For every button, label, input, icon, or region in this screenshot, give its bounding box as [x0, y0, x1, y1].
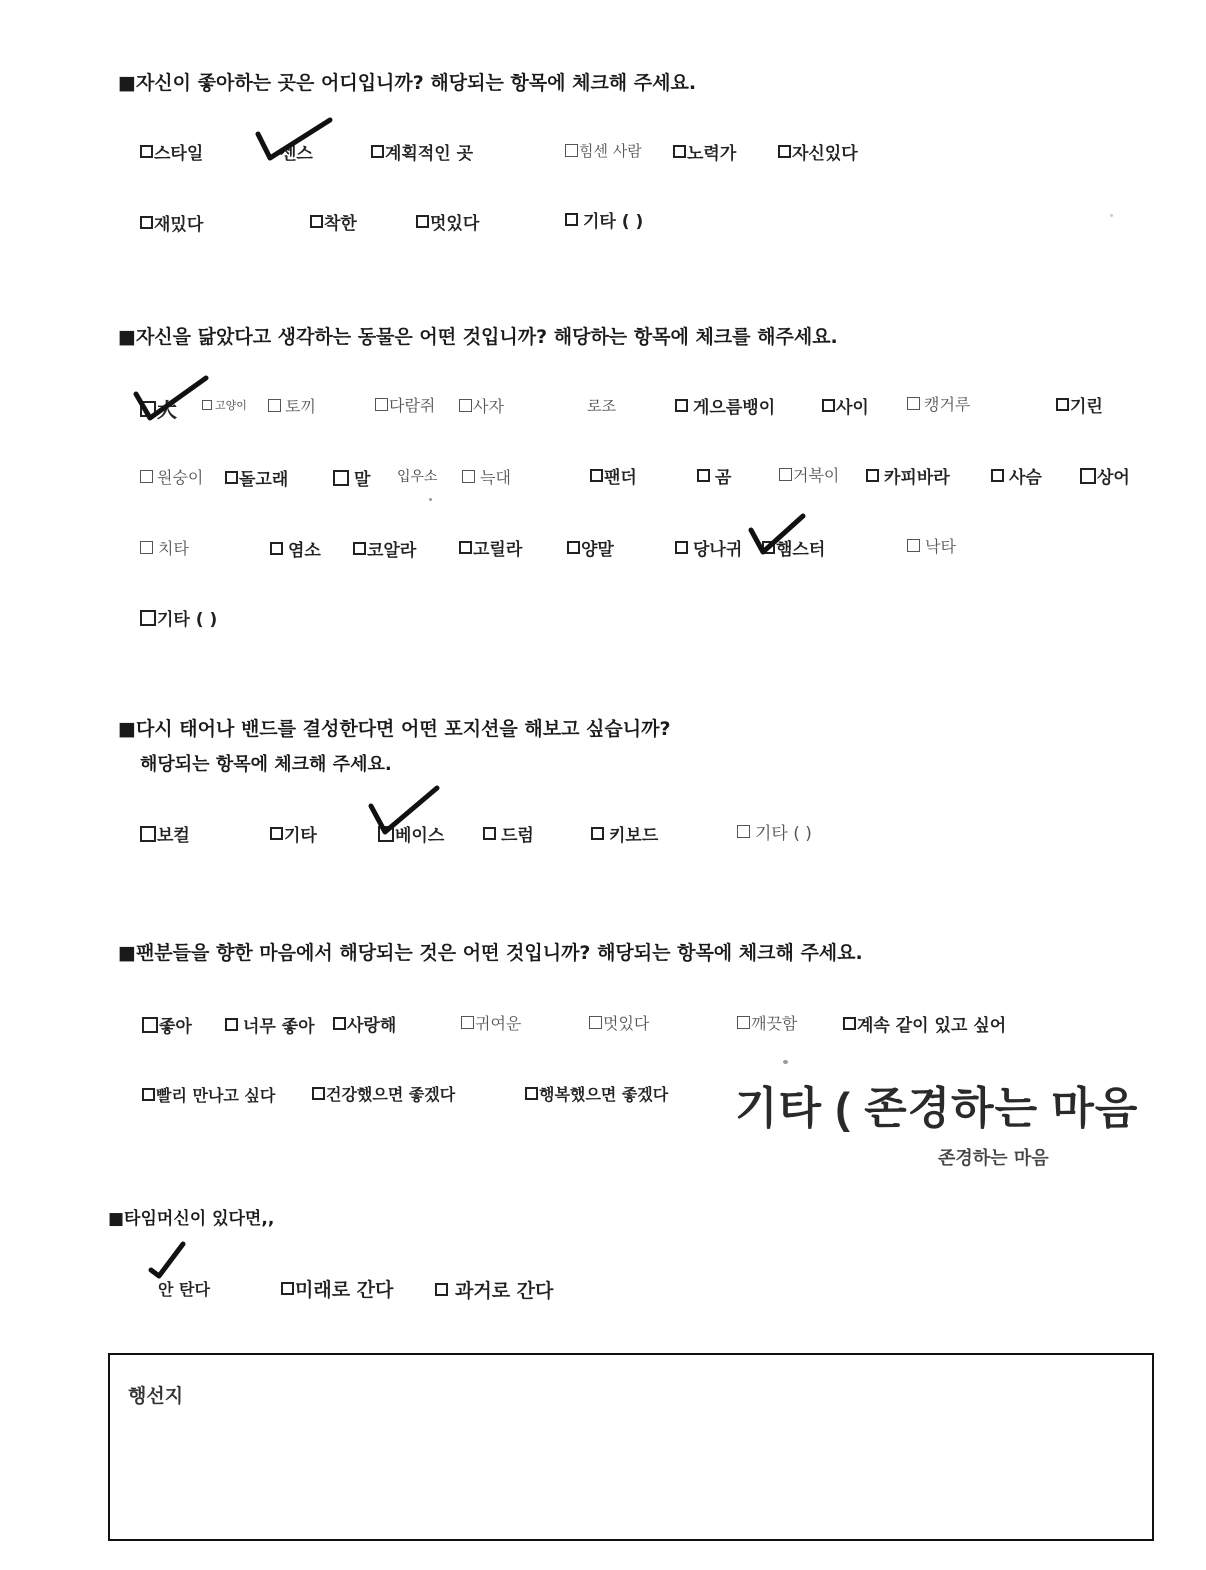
checkbox[interactable] [225, 471, 238, 484]
checkbox[interactable] [675, 541, 688, 554]
option-socks[interactable] [567, 535, 614, 560]
checkbox[interactable] [866, 469, 879, 482]
option-label: 스타일 [154, 144, 204, 164]
option-label: 햄스터 [776, 540, 826, 560]
option-label: 자신있다 [792, 144, 858, 164]
option-label: 베이스 [395, 826, 445, 846]
checkbox[interactable] [779, 468, 792, 481]
option-label: 사랑해 [347, 1016, 397, 1036]
option-gorilla[interactable] [459, 535, 522, 560]
option-label: 착한 [324, 214, 357, 234]
checkbox[interactable] [353, 542, 366, 555]
checkbox[interactable] [591, 827, 604, 840]
checkbox[interactable] [416, 215, 429, 228]
checkbox[interactable] [140, 541, 153, 554]
option-label: 빨리 만나고 싶다 [156, 1086, 276, 1105]
checkbox[interactable] [565, 144, 578, 157]
option-label: 노력가 [687, 144, 737, 164]
option-keyboard[interactable] [591, 821, 658, 846]
option-koala[interactable] [353, 536, 416, 561]
checkbox[interactable] [737, 1016, 750, 1029]
option-label: 입우소 [397, 469, 438, 485]
option-label: 보컬 [157, 826, 190, 846]
checkbox[interactable] [567, 541, 580, 554]
checkbox[interactable] [333, 1017, 346, 1030]
checkbox[interactable] [333, 470, 349, 486]
option-label: 좋아 [159, 1017, 192, 1037]
option-rojo[interactable] [587, 395, 616, 416]
checkbox[interactable] [310, 215, 323, 228]
option-bear[interactable] [697, 463, 731, 488]
option-label: 키보드 [609, 826, 659, 846]
option-label: 재밌다 [154, 215, 204, 235]
option-label: 낙타 [925, 537, 956, 556]
option-stay-together[interactable] [843, 1011, 1006, 1036]
option-label: 계속 같이 있고 싶어 [857, 1016, 1007, 1036]
option-dog[interactable] [140, 394, 177, 423]
question-5: ■타임머신이 있다면,, [108, 1209, 275, 1229]
option-label: 너무 좋아 [243, 1017, 315, 1037]
option-label: 팬더 [604, 468, 637, 488]
option-label: 과거로 간다 [455, 1280, 554, 1302]
option-squirrel[interactable] [375, 393, 435, 416]
option-vocal[interactable] [140, 821, 190, 846]
option-be-happy[interactable] [525, 1082, 668, 1105]
option-label: 당나귀 [693, 540, 743, 560]
checkbox[interactable] [459, 399, 472, 412]
option-label: 센스 [280, 144, 313, 164]
checkbox[interactable] [762, 541, 775, 554]
option-label: 염소 [288, 541, 321, 561]
option-hamster[interactable] [762, 535, 825, 560]
scan-speck [429, 498, 432, 501]
option-label: 미래로 간다 [295, 1279, 394, 1301]
option-cool-2[interactable] [589, 1011, 649, 1034]
option-label: 거북이 [793, 466, 840, 485]
option-past[interactable] [435, 1276, 553, 1303]
checkbox[interactable] [268, 399, 281, 412]
question-1: ■자신이 좋아하는 곳은 어디입니까? 해당되는 항목에 체크해 주세요. [118, 72, 697, 94]
option-label: 기타 ( ) [583, 212, 644, 232]
option-turtle[interactable] [779, 463, 839, 486]
option-sense[interactable] [266, 139, 313, 164]
option-monkey[interactable] [140, 465, 203, 488]
option-panda[interactable] [590, 463, 637, 488]
checkbox[interactable] [843, 1017, 856, 1030]
option-camel[interactable] [907, 534, 956, 557]
checkbox[interactable] [737, 825, 750, 838]
checkbox[interactable] [140, 826, 156, 842]
option-label: 드럼 [501, 826, 534, 846]
checkbox[interactable] [461, 1016, 474, 1029]
question-4: ■팬분들을 향한 마음에서 해당되는 것은 어떤 것입니까? 해당되는 항목에 체크해 주세요. [118, 942, 863, 964]
option-capybara[interactable] [866, 463, 950, 488]
option-label: 로조 [587, 397, 616, 415]
option-label: 행복했으면 좋겠다 [539, 1085, 669, 1104]
checkbox[interactable] [991, 469, 1004, 482]
checkbox[interactable] [907, 539, 920, 552]
option-label: 사슴 [1009, 468, 1042, 488]
checkbox[interactable] [281, 1282, 294, 1295]
option-bass[interactable] [378, 821, 444, 846]
option-label: 상어 [1097, 468, 1130, 488]
option-label: 계획적인 곳 [385, 144, 474, 164]
option-guitar[interactable] [270, 821, 317, 846]
option-position-other[interactable] [737, 819, 812, 844]
option-cool[interactable] [416, 209, 479, 234]
checkbox[interactable] [459, 541, 472, 554]
option-label: 토끼 [285, 397, 316, 416]
option-label: 캥거루 [924, 395, 971, 414]
option-label: 말 [354, 470, 371, 490]
option-label: 힘센 사람 [579, 142, 642, 160]
option-really-like[interactable] [225, 1012, 315, 1037]
checkbox[interactable] [202, 400, 212, 410]
option-label: 고양이 [215, 399, 247, 412]
checkbox[interactable] [435, 1283, 448, 1296]
option-planned[interactable] [371, 139, 473, 164]
option-label: 깨끗함 [751, 1014, 798, 1033]
option-ipuso[interactable] [397, 466, 438, 486]
checkbox[interactable] [462, 470, 475, 483]
option-dolphin[interactable] [225, 465, 288, 490]
checkbox[interactable] [142, 1017, 158, 1033]
scan-speck [783, 1060, 788, 1064]
checkbox[interactable] [225, 1018, 238, 1031]
checkbox[interactable] [266, 145, 279, 158]
checkbox[interactable] [590, 469, 603, 482]
option-label: 카피바라 [884, 468, 950, 488]
checkbox[interactable] [589, 1016, 602, 1029]
question-3: ■다시 태어나 밴드를 결성한다면 어떤 포지션을 해보고 싶습니까? [118, 718, 671, 740]
checkbox[interactable] [371, 145, 384, 158]
option-cat[interactable] [202, 397, 247, 413]
checkbox[interactable] [270, 542, 283, 555]
checkbox[interactable] [140, 145, 153, 158]
option-label: 다람쥐 [389, 396, 436, 415]
option-like[interactable] [142, 1012, 192, 1037]
option-cheetah[interactable] [140, 536, 189, 559]
checkmark-icon [145, 1240, 190, 1280]
option-label: 늑대 [480, 468, 511, 487]
checkbox[interactable] [778, 145, 791, 158]
option-clean[interactable] [737, 1011, 797, 1034]
checkbox[interactable] [140, 401, 156, 417]
checkbox[interactable] [907, 397, 920, 410]
checkbox[interactable] [565, 213, 578, 226]
option-love[interactable] [333, 1011, 396, 1036]
checkbox[interactable] [270, 827, 283, 840]
option-label: 기타 ( ) [755, 824, 812, 844]
option-confident[interactable] [778, 139, 858, 164]
option-label: 멋있다 [603, 1014, 650, 1033]
option-cute[interactable] [461, 1011, 521, 1034]
option-horse[interactable] [333, 465, 370, 490]
option-lion[interactable] [459, 394, 504, 417]
option-label: 원숭이 [157, 468, 204, 487]
option-label: 돌고래 [239, 470, 289, 490]
option-label: 기타 ( ) [157, 610, 218, 630]
checkbox[interactable] [525, 1087, 538, 1100]
checkbox[interactable] [697, 469, 710, 482]
question-3-subline: 해당되는 항목에 체크해 주세요. [140, 754, 392, 775]
option-rabbit[interactable] [268, 394, 316, 417]
option-label: 기타 [284, 826, 317, 846]
option-want-to-meet[interactable] [142, 1083, 275, 1106]
checkbox[interactable] [142, 1088, 155, 1101]
option-hard-worker[interactable] [673, 139, 736, 164]
checkbox[interactable] [140, 216, 153, 229]
option-label: 기린 [1070, 397, 1103, 417]
option-label: 안 탄다 [158, 1280, 210, 1299]
option-sloth[interactable] [675, 393, 775, 418]
option-wolf[interactable] [462, 465, 511, 488]
option-giraffe[interactable] [1056, 392, 1103, 417]
option-label: 犬 [157, 398, 177, 422]
scan-speck [1110, 214, 1113, 217]
checkbox[interactable] [1056, 398, 1069, 411]
checkbox[interactable] [140, 470, 153, 483]
checkbox[interactable] [483, 827, 496, 840]
option-label: 곰 [715, 468, 732, 488]
checkbox[interactable] [312, 1087, 325, 1100]
handwritten-other-answer: 기타 ( 존경하는 마음 [735, 1084, 1139, 1133]
option-goat[interactable] [270, 536, 321, 561]
checkbox[interactable] [822, 399, 835, 412]
option-label: 양말 [581, 540, 614, 560]
option-sai[interactable] [822, 393, 869, 418]
checkbox[interactable] [1080, 468, 1096, 484]
option-label: 멋있다 [430, 214, 480, 234]
option-drum[interactable] [483, 821, 534, 846]
checkbox[interactable] [378, 826, 394, 842]
option-shark[interactable] [1080, 463, 1130, 488]
option-label: 귀여운 [475, 1014, 522, 1033]
option-strong-person[interactable] [565, 140, 642, 161]
option-deer[interactable] [991, 463, 1042, 488]
option-animal-other[interactable] [140, 605, 217, 630]
answer-translation: 존경하는 마음 [938, 1148, 1049, 1169]
checkbox[interactable] [673, 145, 686, 158]
option-future[interactable] [281, 1275, 393, 1302]
checkbox[interactable] [675, 399, 688, 412]
option-fun[interactable] [140, 210, 203, 235]
option-label: 사자 [473, 397, 504, 416]
option-label: 고릴라 [473, 540, 523, 560]
option-label: 치타 [158, 539, 189, 558]
option-donkey[interactable] [675, 535, 742, 560]
option-not-ride[interactable] [158, 1277, 210, 1300]
option-kangaroo[interactable] [907, 392, 970, 415]
option-be-healthy[interactable] [312, 1082, 455, 1105]
option-label: 코알라 [367, 541, 417, 561]
checkbox[interactable] [375, 398, 388, 411]
option-label: 사이 [836, 398, 869, 418]
destination-box[interactable] [108, 1353, 1154, 1541]
question-2: ■자신을 닮았다고 생각하는 동물은 어떤 것입니까? 해당하는 항목에 체크를 해주세요. [118, 326, 838, 348]
option-other[interactable] [565, 207, 643, 232]
option-label: 게으름뱅이 [693, 398, 776, 418]
option-kind[interactable] [310, 209, 357, 234]
checkbox[interactable] [140, 610, 156, 626]
option-label: 건강했으면 좋겠다 [326, 1085, 456, 1104]
destination-label: 행선지 [128, 1385, 184, 1407]
option-style[interactable] [140, 139, 203, 164]
